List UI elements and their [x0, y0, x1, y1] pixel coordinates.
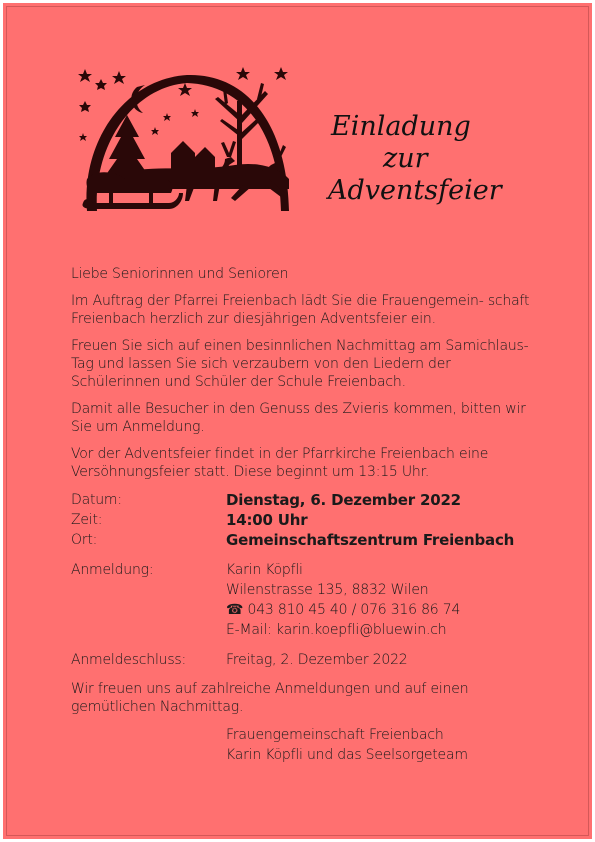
deadline-label: Anmeldeschluss: [71, 652, 187, 668]
letter-body [71, 265, 541, 765]
signature-line-2: Karin Köpfli und das Seelsorgeteam [226, 747, 468, 763]
date-row [71, 490, 541, 510]
registration-phone: 043 810 45 40 / 076 316 86 74 [247, 602, 461, 618]
location-value: Gemeinschaftszentrum Freienbach [226, 531, 515, 549]
paragraph-registration: Damit alle Besucher in den Genuss des Zvieris kommen, bitten wir Sie um Anmeldung. [71, 401, 526, 435]
christmas-sleigh-reindeer-icon [75, 61, 297, 221]
location-label: Ort: [71, 532, 98, 548]
paragraph-program: Freuen Sie sich auf einen besinnlichen Nachmittag am Samichlaus-Tag und lassen Sie sich verzaubern von den Liedern der Schülerinnen und Schüler der Schule Freienbach. [71, 338, 529, 390]
time-row [71, 510, 541, 530]
paragraph-reconciliation: Vor der Adventsfeier findet in der Pfarrkirche Freienbach eine Versöhnungsfeier statt. Diese beginnt um 13:15 Uhr. [71, 446, 489, 480]
time-value: 14:00 Uhr [226, 511, 308, 529]
date-value: Dienstag, 6. Dezember 2022 [226, 491, 461, 509]
title-line-1: Einladung [331, 111, 471, 142]
signature-line-1: Frauengemeinschaft Freienbach [226, 727, 444, 743]
signature [226, 725, 541, 765]
deadline-row [71, 650, 541, 670]
registration-name: Karin Köpfli [226, 562, 303, 578]
closing-paragraph: Wir freuen uns auf zahlreiche Anmeldungen und auf einen gemütlichen Nachmittag. [71, 681, 469, 715]
registration-email-row [71, 620, 541, 640]
registration-row [71, 560, 541, 580]
paragraph-invitation: Im Auftrag der Pfarrei Freienbach lädt Sie die Frauengemein- schaft Freienbach herzlich zur diesjährigen Adventsfeier ein. [71, 293, 530, 327]
invitation-title [323, 111, 553, 207]
registration-address-row [71, 580, 541, 600]
time-label: Zeit: [71, 512, 103, 528]
registration-email[interactable]: E-Mail: karin.koepfli@bluewin.ch [226, 622, 447, 638]
date-label: Datum: [71, 492, 122, 508]
greeting: Liebe Seniorinnen und Senioren [71, 266, 289, 282]
registration-label: Anmeldung: [71, 562, 154, 578]
title-line-2: zur [383, 143, 428, 174]
registration-phone-row [71, 600, 541, 620]
deadline-value: Freitag, 2. Dezember 2022 [226, 652, 408, 668]
invitation-page [3, 3, 592, 839]
title-line-3: Adventsfeier [328, 175, 502, 206]
registration-address: Wilenstrasse 135, 8832 Wilen [226, 582, 429, 598]
location-row [71, 530, 541, 550]
telephone-icon: ☎ [226, 602, 244, 618]
